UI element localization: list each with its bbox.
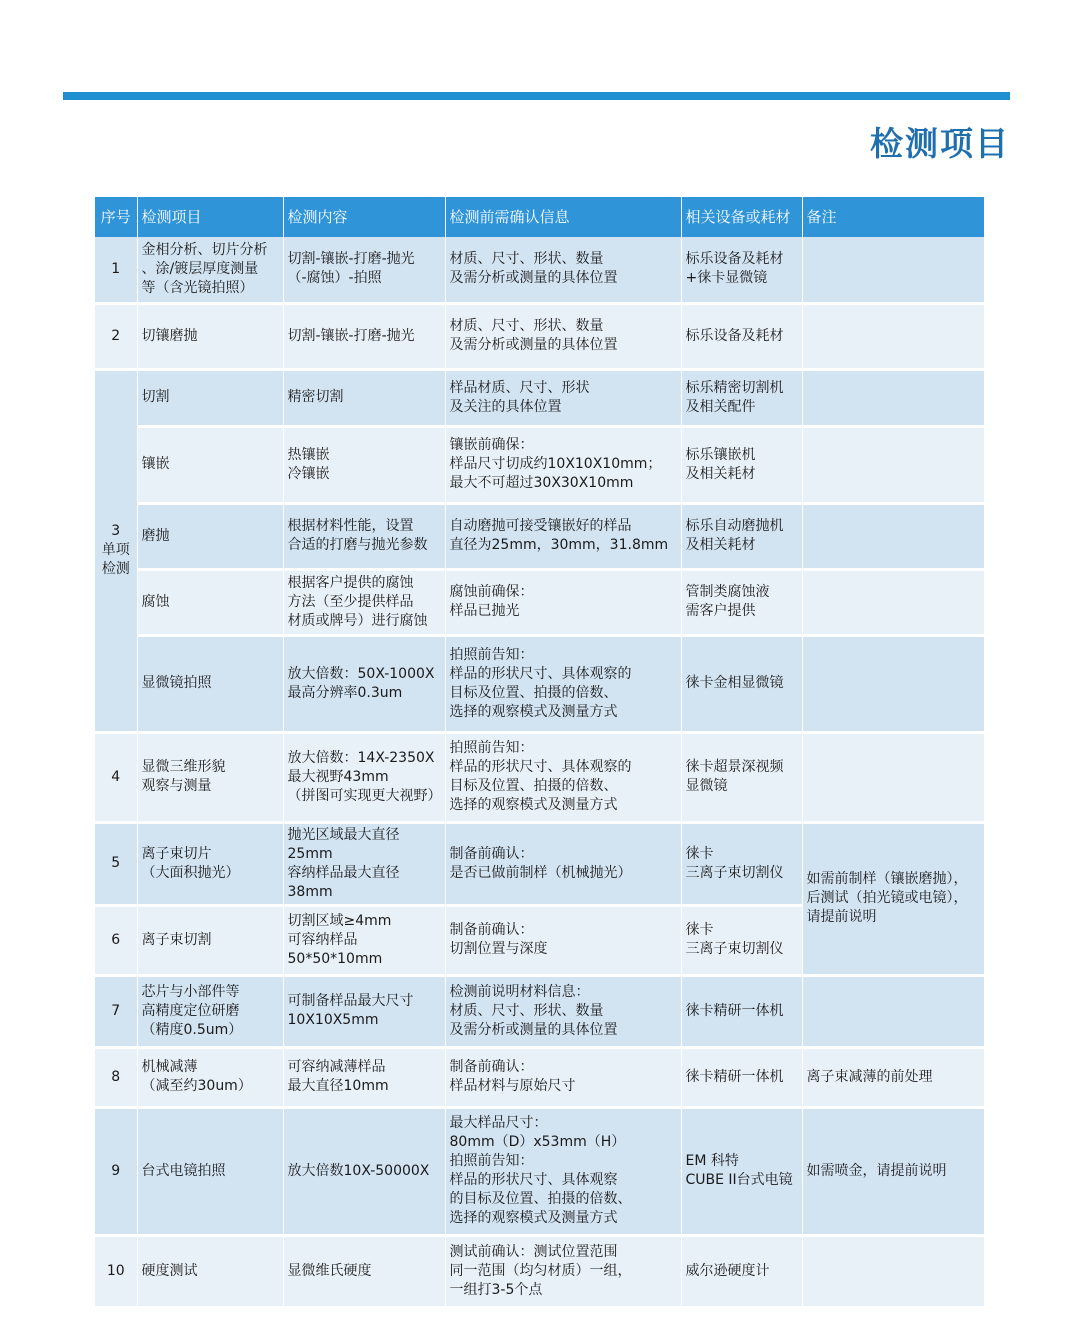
cell-no: 9 [95,1107,137,1235]
test-items-table [95,197,985,1309]
cell-confirm: 样品材质、尺寸、形状 及关注的具体位置 [445,369,681,426]
table-row [95,303,984,369]
cell-content: 可制备样品最大尺寸 10X10X5mm [283,975,445,1047]
cell-content: 热镶嵌 冷镶嵌 [283,426,445,503]
cell-note [802,426,984,503]
cell-confirm: 拍照前告知： 样品的形状尺寸、具体观察的 目标及位置、拍摄的倍数、 选择的观察模式及测量方式 [445,635,681,732]
table-row [95,732,984,822]
cell-note: 离子束减薄的前处理 [802,1047,984,1107]
cell-equipment: 标乐设备及耗材 +徕卡显微镜 [681,237,802,303]
table-row [95,822,984,905]
table-row [95,975,984,1047]
table-row [95,1235,984,1307]
cell-item: 腐蚀 [137,569,283,635]
cell-equipment: 标乐设备及耗材 [681,303,802,369]
cell-content: 抛光区域最大直径 25mm 容纳样品最大直径 38mm [283,822,445,905]
cell-no: 5 [95,822,137,905]
cell-note [802,635,984,732]
cell-confirm: 检测前说明材料信息： 材质、尺寸、形状、数量 及需分析或测量的具体位置 [445,975,681,1047]
cell-equipment: 徕卡精研一体机 [681,1047,802,1107]
cell-note [802,237,984,303]
cell-confirm: 制备前确认： 切割位置与深度 [445,905,681,975]
cell-equipment: 管制类腐蚀液 需客户提供 [681,569,802,635]
cell-note [802,303,984,369]
cell-content: 精密切割 [283,369,445,426]
cell-note [802,369,984,426]
cell-item: 切镶磨抛 [137,303,283,369]
header-equipment: 相关设备或耗材 [681,197,802,237]
cell-content: 根据材料性能，设置 合适的打磨与抛光参数 [283,503,445,569]
cell-no: 8 [95,1047,137,1107]
cell-item: 磨抛 [137,503,283,569]
cell-confirm: 材质、尺寸、形状、数量 及需分析或测量的具体位置 [445,303,681,369]
cell-item: 金相分析、切片分析 、涂/镀层厚度测量 等（含光镜拍照） [137,237,283,303]
cell-item: 显微三维形貌 观察与测量 [137,732,283,822]
table-row [95,569,984,635]
cell-item: 显微镜拍照 [137,635,283,732]
cell-equipment: 徕卡超景深视频 显微镜 [681,732,802,822]
cell-equipment: 徕卡精研一体机 [681,975,802,1047]
cell-note-merged: 如需前制样（镶嵌磨抛）， 后测试（拍光镜或电镜）， 请提前说明 [802,822,984,975]
cell-no: 2 [95,303,137,369]
table-header-row [95,197,984,237]
cell-item: 硬度测试 [137,1235,283,1307]
header-item: 检测项目 [137,197,283,237]
cell-confirm: 腐蚀前确保： 样品已抛光 [445,569,681,635]
table-row [95,503,984,569]
cell-content: 根据客户提供的腐蚀 方法（至少提供样品 材质或牌号）进行腐蚀 [283,569,445,635]
cell-equipment: EM 科特 CUBE II台式电镜 [681,1107,802,1235]
cell-content: 切割-镶嵌-打磨-抛光 （-腐蚀）-拍照 [283,237,445,303]
cell-no: 6 [95,905,137,975]
cell-confirm: 最大样品尺寸： 80mm（D）x53mm（H） 拍照前告知： 样品的形状尺寸、具体观察 的目标及位置、拍摄的倍数、 选择的观察模式及测量方式 [445,1107,681,1235]
cell-no: 10 [95,1235,137,1307]
table-row [95,237,984,303]
table-row [95,1047,984,1107]
cell-item: 机械减薄 （减至约30um） [137,1047,283,1107]
cell-item: 台式电镜拍照 [137,1107,283,1235]
cell-note [802,503,984,569]
table-row [95,369,984,426]
table-row [95,426,984,503]
cell-equipment: 徕卡 三离子束切割仪 [681,822,802,905]
cell-confirm: 材质、尺寸、形状、数量 及需分析或测量的具体位置 [445,237,681,303]
cell-note [802,975,984,1047]
cell-content: 放大倍数10X-50000X [283,1107,445,1235]
cell-content: 放大倍数：14X-2350X 最大视野43mm （拼图可实现更大视野） [283,732,445,822]
header-confirm: 检测前需确认信息 [445,197,681,237]
cell-content: 放大倍数：50X-1000X 最高分辨率0.3um [283,635,445,732]
table-row [95,635,984,732]
cell-item: 芯片与小部件等 高精度定位研磨 （精度0.5um） [137,975,283,1047]
cell-content: 切割区域≥4mm 可容纳样品 50*50*10mm [283,905,445,975]
header-content: 检测内容 [283,197,445,237]
page-title: 检测项目 [870,124,1010,163]
cell-no: 1 [95,237,137,303]
cell-confirm: 拍照前告知： 样品的形状尺寸、具体观察的 目标及位置、拍摄的倍数、 选择的观察模式及测量方式 [445,732,681,822]
cell-no: 7 [95,975,137,1047]
cell-confirm: 镶嵌前确保： 样品尺寸切成约10X10X10mm； 最大不可超过30X30X10mm [445,426,681,503]
cell-confirm: 制备前确认： 是否已做前制样（机械抛光） [445,822,681,905]
cell-item: 离子束切割 [137,905,283,975]
cell-equipment: 标乐精密切割机 及相关配件 [681,369,802,426]
cell-equipment: 徕卡 三离子束切割仪 [681,905,802,975]
header-no: 序号 [95,197,137,237]
cell-no: 4 [95,732,137,822]
cell-note [802,732,984,822]
cell-equipment: 标乐自动磨抛机 及相关耗材 [681,503,802,569]
cell-note [802,1235,984,1307]
cell-item: 镶嵌 [137,426,283,503]
cell-note: 如需喷金，请提前说明 [802,1107,984,1235]
table-row [95,1107,984,1235]
cell-item: 离子束切片 （大面积抛光） [137,822,283,905]
cell-equipment: 标乐镶嵌机 及相关耗材 [681,426,802,503]
cell-note [802,569,984,635]
cell-confirm: 测试前确认：测试位置范围 同一范围（均匀材质）一组， 一组打3-5个点 [445,1235,681,1307]
cell-equipment: 威尔逊硬度计 [681,1235,802,1307]
cell-content: 切割-镶嵌-打磨-抛光 [283,303,445,369]
header-note: 备注 [802,197,984,237]
cell-confirm: 自动磨抛可接受镶嵌好的样品 直径为25mm，30mm，31.8mm [445,503,681,569]
cell-equipment: 徕卡金相显微镜 [681,635,802,732]
cell-content: 可容纳减薄样品 最大直径10mm [283,1047,445,1107]
cell-group-no: 3 单项 检测 [95,369,137,732]
cell-content: 显微维氏硬度 [283,1235,445,1307]
top-accent-bar [63,92,1010,100]
cell-confirm: 制备前确认： 样品材料与原始尺寸 [445,1047,681,1107]
cell-item: 切割 [137,369,283,426]
